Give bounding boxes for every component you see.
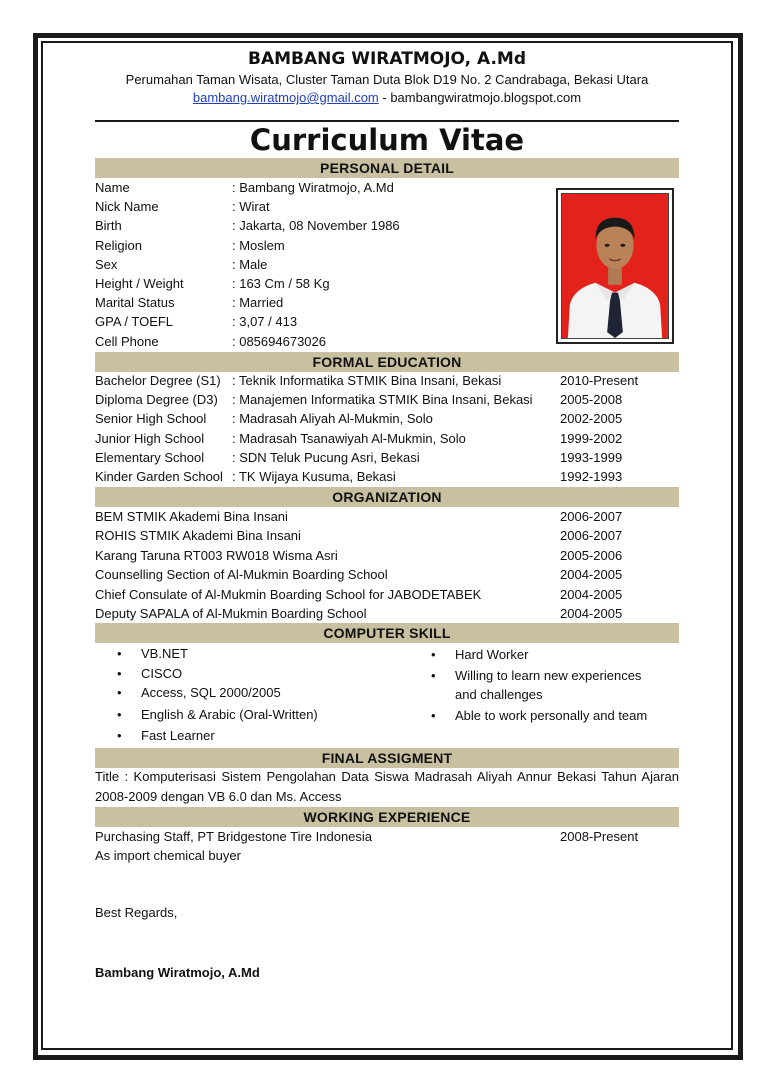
section-header-education: FORMAL EDUCATION (95, 352, 679, 372)
bullet-icon: • (431, 668, 436, 683)
detail-value: : Male (232, 256, 268, 272)
skill-text-continued: and challenges (455, 687, 543, 702)
address: Perumahan Taman Wisata, Cluster Taman Duta Blok D19 No. 2 Candrabaga, Bekasi Utara (125, 72, 649, 87)
detail-value: : 3,07 / 413 (232, 314, 298, 330)
work-detail: As import chemical buyer (95, 848, 241, 863)
skill-text: Access, SQL 2000/2005 (141, 685, 281, 700)
header-divider (95, 120, 679, 122)
organization-row (95, 585, 679, 604)
education-row (95, 429, 679, 448)
detail-label: Name (95, 180, 130, 195)
education-school: : TK Wijaya Kusuma, Bekasi (232, 469, 396, 484)
education-years: 1993-1999 (560, 449, 623, 465)
detail-value: : 085694673026 (232, 333, 326, 349)
skill-text: Willing to learn new experiences (455, 668, 642, 683)
bullet-icon: • (431, 647, 436, 662)
work-years: 2008-Present (560, 829, 639, 844)
organization-name: Karang Taruna RT003 RW018 Wisma Asri (95, 547, 338, 563)
organization-years: 2004-2005 (560, 586, 623, 602)
closing-greeting: Best Regards, (95, 905, 178, 920)
education-level: Kinder Garden School (95, 469, 223, 484)
organization-row (95, 546, 679, 565)
detail-label: Cell Phone (95, 333, 159, 349)
email-link[interactable]: bambang.wiratmojo@gmail.com (192, 90, 379, 105)
bullet-icon: • (117, 666, 122, 681)
organization-years: 2006-2007 (560, 528, 623, 544)
education-years: 2005-2008 (560, 392, 623, 408)
organization-years: 2005-2006 (560, 547, 623, 563)
detail-value: : Wirat (232, 199, 270, 215)
education-level: Junior High School (95, 430, 205, 446)
detail-label: Birth (95, 218, 122, 234)
organization-row (95, 604, 679, 623)
education-years: 2002-2005 (560, 411, 623, 427)
person-photo-icon (562, 194, 668, 338)
detail-label: Religion (95, 237, 142, 253)
education-level: Bachelor Degree (S1) (95, 373, 221, 388)
bullet-icon: • (117, 646, 122, 661)
section-header-final-assignment: FINAL ASSIGMENT (95, 748, 679, 768)
organization-name: BEM STMIK Akademi Bina Insani (95, 509, 288, 524)
contact-line (95, 90, 679, 105)
detail-value: : Moslem (232, 237, 285, 253)
detail-value: : Bambang Wiratmojo, A.Md (232, 180, 394, 195)
education-row (95, 371, 679, 390)
detail-label: Marital Status (95, 295, 175, 311)
applicant-name: BAMBANG WIRATMOJO, A.Md (247, 49, 526, 69)
organization-name: Counselling Section of Al-Mukmin Boarding School (95, 567, 388, 583)
education-school: : Madrasah Aliyah Al-Mukmin, Solo (232, 411, 433, 427)
document-title: Curriculum Vitae (249, 123, 525, 157)
organization-name: Chief Consulate of Al-Mukmin Boarding School for JABODETABEK (95, 586, 482, 602)
skill-text: Fast Learner (141, 728, 215, 743)
education-school: : Manajemen Informatika STMIK Bina Insani, Bekasi (232, 392, 533, 408)
organization-row (95, 526, 679, 545)
bullet-icon: • (117, 707, 122, 722)
detail-value: : Married (232, 295, 284, 311)
education-level: Elementary School (95, 449, 205, 465)
detail-label: Sex (95, 256, 118, 272)
work-row (95, 827, 679, 846)
final-assignment-text: Title : Komputerisasi Sistem Pengolahan Data Siswa Madrasah Aliyah Annur Bekasi Tahun Ajaran 2008-2009 dengan VB 6.0 dan Ms. Access (95, 769, 679, 804)
detail-label: Height / Weight (95, 276, 184, 291)
organization-name: Deputy SAPALA of Al-Mukmin Boarding School (95, 606, 367, 621)
education-row (95, 448, 679, 467)
skill-text: VB.NET (141, 646, 188, 661)
bullet-icon: • (431, 708, 436, 723)
detail-label: Nick Name (95, 199, 159, 215)
education-school: : Teknik Informatika STMIK Bina Insani, Bekasi (232, 373, 502, 388)
education-years: 1999-2002 (560, 430, 623, 446)
section-header-computer-skill: COMPUTER SKILL (95, 623, 679, 643)
organization-row (95, 565, 679, 584)
skill-text: Hard Worker (455, 647, 529, 662)
education-level: Diploma Degree (D3) (95, 392, 218, 408)
section-header-work-experience: WORKING EXPERIENCE (95, 807, 679, 827)
education-years: 1992-1993 (560, 469, 623, 484)
education-level: Senior High School (95, 411, 207, 427)
organization-years: 2004-2005 (560, 606, 623, 621)
education-years: 2010-Present (560, 373, 639, 388)
section-header-organization: ORGANIZATION (95, 487, 679, 507)
detail-value: : 163 Cm / 58 Kg (232, 276, 330, 291)
section-header-personal: PERSONAL DETAIL (95, 158, 679, 178)
education-school: : SDN Teluk Pucung Asri, Bekasi (232, 449, 420, 465)
contact-separator: - (378, 90, 391, 105)
detail-label: GPA / TOEFL (95, 314, 174, 330)
organization-row (95, 507, 679, 526)
skill-text: English & Arabic (Oral-Written) (141, 707, 318, 722)
organization-years: 2006-2007 (560, 509, 623, 524)
education-school: : Madrasah Tsanawiyah Al-Mukmin, Solo (232, 430, 466, 446)
education-row (95, 467, 679, 486)
profile-photo-frame (556, 188, 674, 344)
profile-photo (561, 193, 669, 339)
bullet-icon: • (117, 685, 122, 700)
signature-name: Bambang Wiratmojo, A.Md (95, 965, 260, 980)
education-row (95, 409, 679, 428)
bullet-icon: • (117, 728, 122, 743)
blog-address: bambangwiratmojo.blogspot.com (390, 90, 582, 105)
detail-value: : Jakarta, 08 November 1986 (232, 218, 400, 234)
work-position: Purchasing Staff, PT Bridgestone Tire Indonesia (95, 829, 373, 844)
organization-years: 2004-2005 (560, 567, 623, 583)
education-row (95, 390, 679, 409)
skill-text: Able to work personally and team (455, 708, 648, 723)
organization-name: ROHIS STMIK Akademi Bina Insani (95, 528, 301, 544)
skill-text: CISCO (141, 666, 183, 681)
